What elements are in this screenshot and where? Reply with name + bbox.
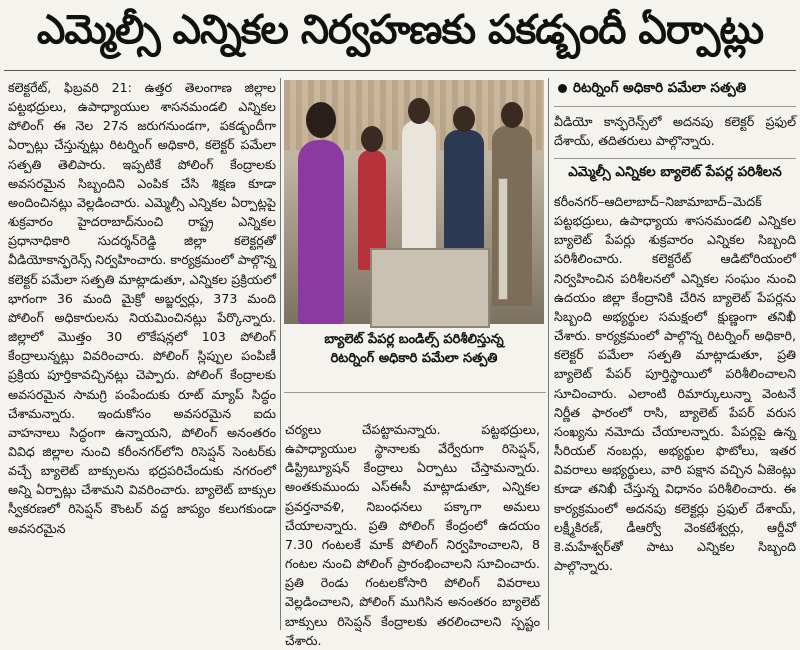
article-column-2 — [285, 420, 540, 648]
column-2-text: చర్యలు చేపట్టామన్నారు. పట్టభద్రులు, ఉపాధ్యాయుల స్థానాలకు వేర్వేరుగా రిసెప్షన్, డిస్ట్రిబ్యూషన్ కేంద్రాలు ఏర్పాటు చేస్తామన్నారు. అంతకుముందు ఎస్ఈసీ మాట్లాడుతూ, ఎన్నికల ప్రవర్తనావళి, నిబంధనలు పక్కాగా అమలు చేయాలన్నారు. ప్రతి పోలింగ్ కేంద్రంలో ఉదయం 7.30 గంటలకే మాక్ పోలింగ్ నిర్వహించాలని, 8 గంటల నుంచి పోలింగ్ ప్రారంభించాలని సూచించారు. ప్రతి రెండు గంటలకోసారి పోలింగ్ వివరాలు వెల్లడించాలని, పోలింగ్ ముగిసిన అనంతరం బ్యాలెట్ బాక్సులు రిసెప్షన్ కేంద్రాలకు తరలించాలని స్పష్టం చేశారు. — [285, 422, 540, 648]
photo-officer — [298, 140, 344, 324]
section-rule-top — [554, 158, 796, 159]
subhead-rule — [554, 106, 796, 107]
article-column-1 — [8, 78, 276, 632]
column-1-text: కలెక్టరేట్, ఫిబ్రవరి 21: ఉత్తర తెలంగాణ జిల్లాల పట్టభద్రులు, ఉపాధ్యాయుల శాసనమండలి ఎన్నికల పోలింగ్ ఈ నెల 27న జరుగనుండగా, పకడ్బందీగా ఏర్పాట్లు చేస్తున్నట్లు రిటర్నింగ్ అధికారి, కలెక్టర్ పమేలా సత్పతి తెలిపారు. ఇప్పటికే పోలింగ్ కేంద్రాలకు అవసరమైన సిబ్బందిని ఎంపిక చేసి శిక్షణ కూడా అందించినట్లు వెల్లడించారు. ఎమ్మెల్సీ ఎన్నికల ఏర్పాట్లపై శుక్రవారం హైదరాబాద్‌నుంచి రాష్ట్ర ఎన్నికల ప్రధానాధికారి సుదర్శన్‌రెడ్డి జిల్లా కలెక్టర్లతో వీడియోకాన్ఫరెన్స్ నిర్వహించారు. కార్యక్రమంలో పాల్గొన్న కలెక్టర్ పమేలా సత్పతి మాట్లాడుతూ, ఎన్నికల ప్రక్రియలో భాగంగా 36 మంది మైక్రో అబ్జర్వర్లు, 373 మంది పోలింగ్ అధికారులను నియమించినట్లు పేర్కొన్నారు. జిల్లాలో మొత్తం 30 లొకేషన్లలో 103 పోలింగ్ కేంద్రాలున్నట్లు వివరించారు. పోలింగ్ స్లిప్పుల పంపిణీ ప్రక్రియ పూర్తికావచ్చినట్లు చెప్పారు. పోలింగ్ కేంద్రాలకు అవసరమైన సామగ్రి పంపేందుకు రూట్ మ్యాప్ సిద్ధం చేశామన్నారు. ఇందుకోసం అవసరమైన ఐదు వాహనాలు సిద్ధంగా ఉన్నాయని, పోలింగ్ అనంతరం వివిధ జిల్లాల నుంచి కరీంనగర్‌లోని రిసెప్షన్ సెంటర్‌కు వచ్చే బ్యాలెట్ బాక్సులను భద్రపరిచేందుకు నగరంలో అన్ని ఏర్పాట్లు చేశామని వివరించారు. బ్యాలెట్ బాక్సుల స్వీకరణలో రిసెప్షన్ కౌంటర్ వద్ద జాప్యం కలుగకుండా అవసరమైన — [8, 80, 276, 536]
photo-person-head — [361, 126, 383, 152]
photo-person-head — [453, 106, 475, 132]
ballot-box — [370, 248, 490, 328]
photo-person-head — [408, 98, 430, 124]
photo-person-head — [501, 102, 523, 128]
section-title: ఎమ్మెల్సీ ఎన్నికల బ్యాలెట్ పేపర్ల పరిశీలన — [568, 164, 782, 180]
subheadline-text: రిటర్నింగ్ అధికారి పమేలా సత్పతి — [573, 80, 747, 96]
photo-caption — [284, 328, 544, 388]
photo-caption-line-1: బ్యాలెట్ పేపర్ల బండిల్స్ పరిశీలిస్తున్న — [324, 332, 504, 347]
subheadline — [558, 80, 798, 99]
article-column-3-intro — [554, 112, 796, 152]
column-divider-2 — [548, 78, 549, 630]
column-3-intro-text: వీడియో కాన్ఫరెన్స్‌లో అదనపు కలెక్టర్ ప్రఫుల్ దేశాయ్, తదితరులు పాల్గొన్నారు. — [554, 114, 796, 149]
headline: ఎమ్మెల్సీ ఎన్నికల నిర్వహణకు పకడ్బందీ ఏర్పాట్లు — [36, 7, 764, 53]
photo-caption-line-2: రిటర్నింగ్ అధికారి పమేలా సత్పతి — [330, 351, 498, 366]
headline-rule — [4, 70, 796, 71]
ballot-box-lid — [498, 178, 508, 300]
column-divider-1 — [280, 78, 281, 630]
article-column-3 — [554, 192, 796, 632]
news-photo — [284, 80, 544, 324]
column-3-text: కరీంనగర్–ఆదిలాబాద్–నిజామాబాద్–మెదక్ పట్టభద్రులు, ఉపాధ్యాయ శాసనమండలి ఎన్నికల బ్యాలెట్ పేపర్లు శుక్రవారం ఎన్నికల సిబ్బంది పరిశీలించారు. కలెక్టరేట్ ఆడిటోరియంలో నిర్వహించిన పరిశీలనలో ఎన్నికల సంఘం నుంచి ఉదయం జిల్లా కేంద్రానికి చేరిన బ్యాలెట్ పేపర్లను సిబ్బంది అభ్యర్థుల సమక్షంలో క్షుణ్ణంగా తనిఖీ చేశారు. కార్యక్రమంలో పాల్గొన్న రిటర్నింగ్ అధికారి, కలెక్టర్ పమేలా సత్పతి మాట్లాడుతూ, ప్రతి బ్యాలెట్ పేపర్ పూర్తిస్థాయిలో పరిశీలించాలని సూచించారు. ఎలాంటి రిమార్కులున్నా వెంటనే నిర్ణీత ఫారంలో రాసి, బ్యాలెట్ పేపర్ వరుస సంఖ్యను నమోదు చేయాలన్నారు. పేపర్లపై ఉన్న సీరియల్ నంబర్లు, అభ్యర్థుల ఫొటోలు, ఇతర వివరాలు అభ్యర్థులు, వారి పక్షాన వచ్చిన ఏజెంట్లు కూడా తనిఖీ చేస్తున్న విధానం పరిశీలించారు. ఈ కార్యక్రమంలో అదనపు కలెక్టర్లు ప్రఫుల్ దేశాయ్, లక్ష్మీకిరణ్, డీఆర్వో వెంకటేశ్వర్లు, ఆర్డీవో కె.మహేశ్వర్‌తో పాటు ఎన్నికల సిబ్బంది పాల్గొన్నారు. — [554, 194, 796, 573]
caption-rule — [284, 392, 546, 393]
bullet-icon — [558, 84, 567, 93]
photo-officer-head — [306, 102, 336, 138]
